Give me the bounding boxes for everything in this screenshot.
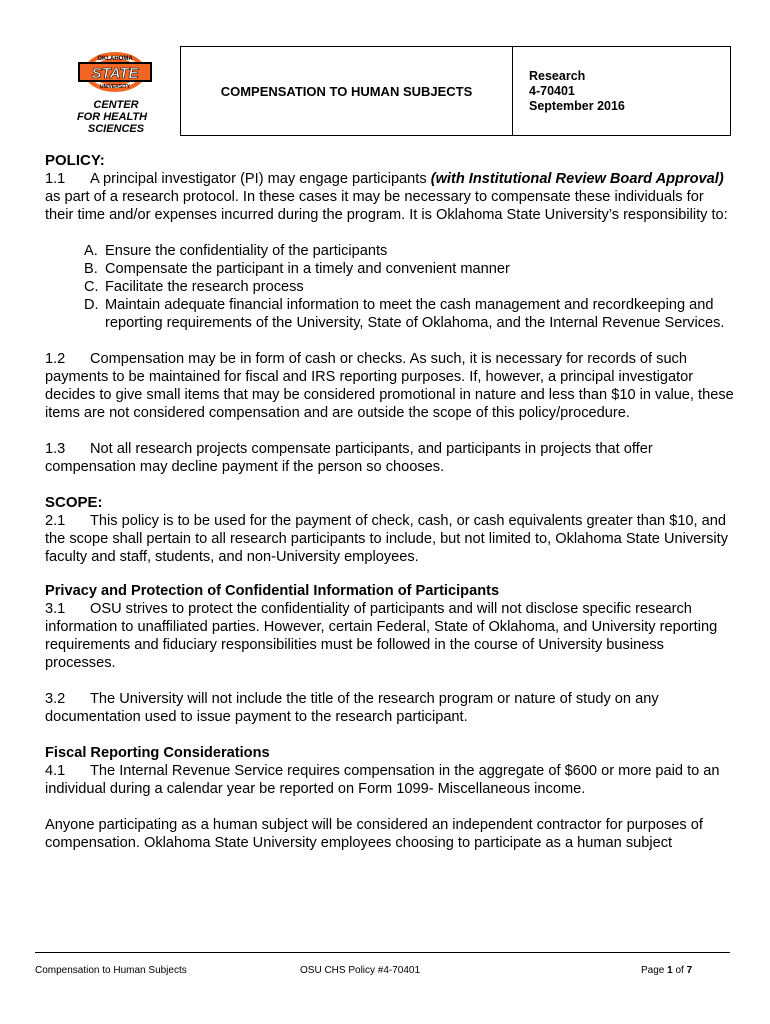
footer-page-number: Page 1 of 7 [641, 965, 693, 976]
responsibility-list [84, 242, 735, 332]
svg-text:OKLAHOMA: OKLAHOMA [97, 56, 133, 62]
fiscal-heading: Fiscal Reporting Considerations [45, 745, 270, 761]
meta-policy-number: 4-70401 [529, 83, 575, 98]
footer-divider [35, 952, 730, 953]
section-number: 1.1 [45, 171, 66, 187]
privacy-paragraph-3-2: 3.2 The University will not include the title of the research program or nature of study on any documentation used to issue payment to the research participant. [45, 691, 659, 725]
list-item: D. Maintain adequate financial information to meet the cash management and recordkeeping and reporting requirements of the University, State of Oklahoma, and the Internal Revenue Services. [84, 297, 725, 331]
irb-approval-emphasis: (with Institutional Review Board Approval) [430, 171, 724, 187]
fiscal-paragraph-4-1: 4.1 The Internal Revenue Service requires compensation in the aggregate of $600 or more paid to an individual during a calendar year be reported on Form 1099- Miscellaneous income. [45, 763, 720, 797]
policy-paragraph-1-1: 1.1 A principal investigator (PI) may engage participants (with Institutional Review Board Approval) as part of a research protocol. In these cases it may be necessary to compensate these individuals for their time and/or expenses incurred during the program. It is Oklahoma State University’s responsibility to: [45, 171, 728, 223]
document-title: COMPENSATION TO HUMAN SUBJECTS [181, 47, 513, 136]
policy-heading: POLICY: [45, 152, 105, 169]
policy-paragraph-1-2: 1.2 Compensation may be in form of cash or checks. As such, it is necessary for records of such payments to be maintained for fiscal and IRS reporting purposes. If, however, a principal investigator decides to give small items that may be considered promotional in nature and less than $10 in value, these items are not considered compensation and are outside the scope of this policy/procedure. [45, 351, 734, 421]
svg-text:SCIENCES: SCIENCES [87, 123, 145, 135]
footer-title: Compensation to Human Subjects [35, 965, 187, 976]
list-item: B. Compensate the participant in a timely and convenient manner [84, 261, 510, 277]
osu-logo-mark-icon [66, 48, 164, 138]
footer-policy-number: OSU CHS Policy #4-70401 [300, 965, 421, 976]
scope-paragraph-2-1: 2.1 This policy is to be used for the payment of check, cash, or cash equivalents greater than $10, and the scope shall pertain to all research participants to include, but not limited to, Oklahoma State University faculty and staff, students, and non-University employees. [45, 513, 729, 565]
meta-category: Research [529, 68, 586, 83]
document-meta [513, 47, 731, 136]
document-body [45, 152, 735, 852]
meta-date: September 2016 [529, 98, 625, 113]
list-item: A. Ensure the confidentiality of the participants [84, 243, 388, 259]
policy-paragraph-1-3: 1.3 Not all research projects compensate participants, and participants in projects that offer compensation may decline payment if the person so chooses. [45, 441, 653, 475]
svg-text:FOR HEALTH: FOR HEALTH [76, 111, 148, 123]
svg-text:UNIVERSITY: UNIVERSITY [99, 84, 131, 90]
scope-heading: SCOPE: [45, 494, 103, 511]
osu-chs-logo [66, 48, 164, 138]
fiscal-paragraph-contractor: Anyone participating as a human subject will be considered an independent contractor for purposes of compensation. Oklahoma State University employees choosing to participate as a human subject [45, 817, 703, 851]
svg-text:CENTER: CENTER [93, 99, 139, 111]
list-item: C. Facilitate the research process [84, 279, 304, 295]
header-table [180, 46, 731, 136]
privacy-heading: Privacy and Protection of Confidential Information of Participants [45, 583, 500, 599]
privacy-paragraph-3-1: 3.1 OSU strives to protect the confidentiality of participants and will not disclose specific research information to unaffiliated parties. However, certain Federal, State of Oklahoma, and University reporting requirements and fiduciary responsibilities must be followed in the course of University business processes. [45, 601, 718, 671]
svg-text:STATE: STATE [91, 65, 139, 82]
